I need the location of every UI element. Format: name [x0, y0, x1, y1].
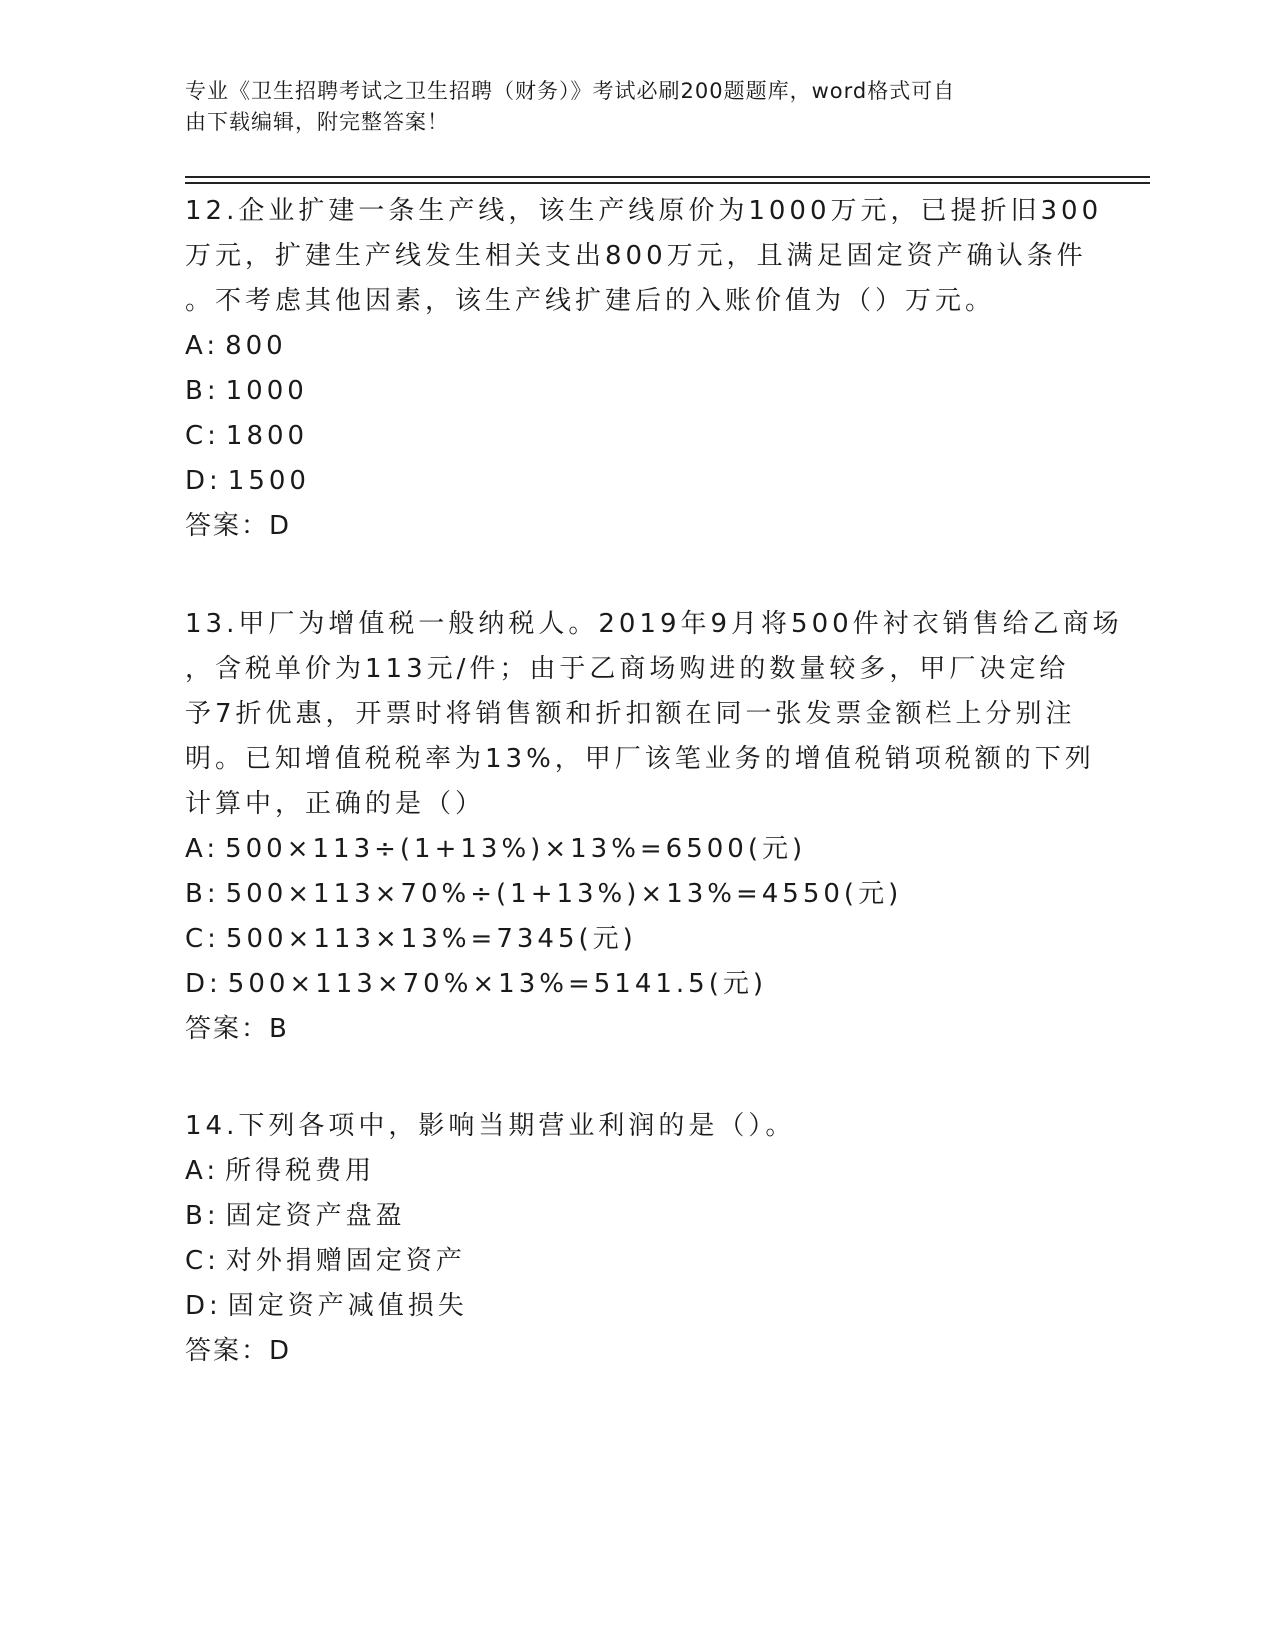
option-text: 800 [225, 331, 287, 361]
option-key: C: [185, 421, 220, 451]
question-line: 13.甲厂为增值税一般纳税人。2019年9月将500件衬衣销售给乙商场 [185, 609, 1123, 639]
option-key: B: [185, 376, 220, 406]
option-a [185, 827, 1085, 872]
option-text: 1500 [227, 466, 310, 496]
option-text: 1800 [225, 421, 309, 451]
option-a [185, 324, 1085, 369]
option-c [185, 917, 1085, 962]
option-key: C: [185, 1246, 220, 1276]
option-key: D: [185, 969, 222, 999]
option-key: A: [185, 834, 220, 864]
option-key: C: [185, 924, 220, 954]
header-divider-top [185, 176, 1150, 178]
option-key: A: [185, 1156, 220, 1186]
option-b [185, 872, 1085, 917]
header-line-2: 由下载编辑，附完整答案！ [185, 110, 449, 134]
option-key: A: [185, 331, 220, 361]
option-d [185, 1284, 1085, 1329]
answer-line: 答案：D [185, 1336, 292, 1366]
answer-line: 答案：D [185, 511, 292, 541]
option-text: 500×113×70%×13%=5141.5(元) [227, 969, 768, 999]
question-text [185, 1104, 1085, 1149]
option-text: 固定资产减值损失 [227, 1291, 468, 1321]
option-text: 固定资产盘盈 [225, 1201, 406, 1231]
option-key: D: [185, 1291, 222, 1321]
option-text: 500×113×13%=7345(元) [225, 924, 637, 954]
option-text: 500×113×70%÷(1+13%)×13%=4550(元) [225, 879, 903, 909]
question-line: 万元，扩建生产线发生相关支出800万元，且满足固定资产确认条件 [185, 241, 1087, 271]
option-c [185, 1239, 1085, 1284]
question-12 [185, 189, 1103, 549]
option-text: 对外捐赠固定资产 [225, 1246, 466, 1276]
option-key: D: [185, 466, 222, 496]
option-text: 500×113÷(1+13%)×13%=6500(元) [225, 834, 807, 864]
option-key: B: [185, 879, 220, 909]
question-14 [185, 1104, 1085, 1374]
option-text: 1000 [225, 376, 308, 406]
option-d [185, 459, 1085, 504]
header-line-1: 专业《卫生招聘考试之卫生招聘（财务）》考试必刷200题题库，word格式可自 [185, 79, 956, 103]
option-c [185, 414, 1085, 459]
question-line: 计算中，正确的是（） [185, 789, 486, 819]
question-text [185, 189, 1103, 324]
question-line: 予7折优惠，开票时将销售额和折扣额在同一张发票金额栏上分别注 [185, 699, 1076, 729]
header-divider-bottom [185, 182, 1150, 184]
option-b [185, 369, 1085, 414]
question-line: ，含税单价为113元/件；由于乙商场购进的数量较多，甲厂决定给 [185, 654, 1070, 684]
document-header [185, 76, 1065, 138]
question-line: 。不考虑其他因素，该生产线扩建后的入账价值为（）万元。 [185, 286, 996, 316]
option-text: 所得税费用 [225, 1156, 376, 1186]
question-13 [185, 602, 1123, 1052]
option-b [185, 1194, 1085, 1239]
option-key: B: [185, 1201, 220, 1231]
question-line: 明。已知增值税税率为13%，甲厂该笔业务的增值税销项税额的下列 [185, 744, 1095, 774]
question-line: 12.企业扩建一条生产线，该生产线原价为1000万元，已提折旧300 [185, 196, 1103, 226]
option-a [185, 1149, 1085, 1194]
question-line: 14.下列各项中，影响当期营业利润的是（）。 [185, 1111, 796, 1141]
option-d [185, 962, 1085, 1007]
question-text [185, 602, 1123, 827]
answer-line: 答案：B [185, 1014, 289, 1044]
